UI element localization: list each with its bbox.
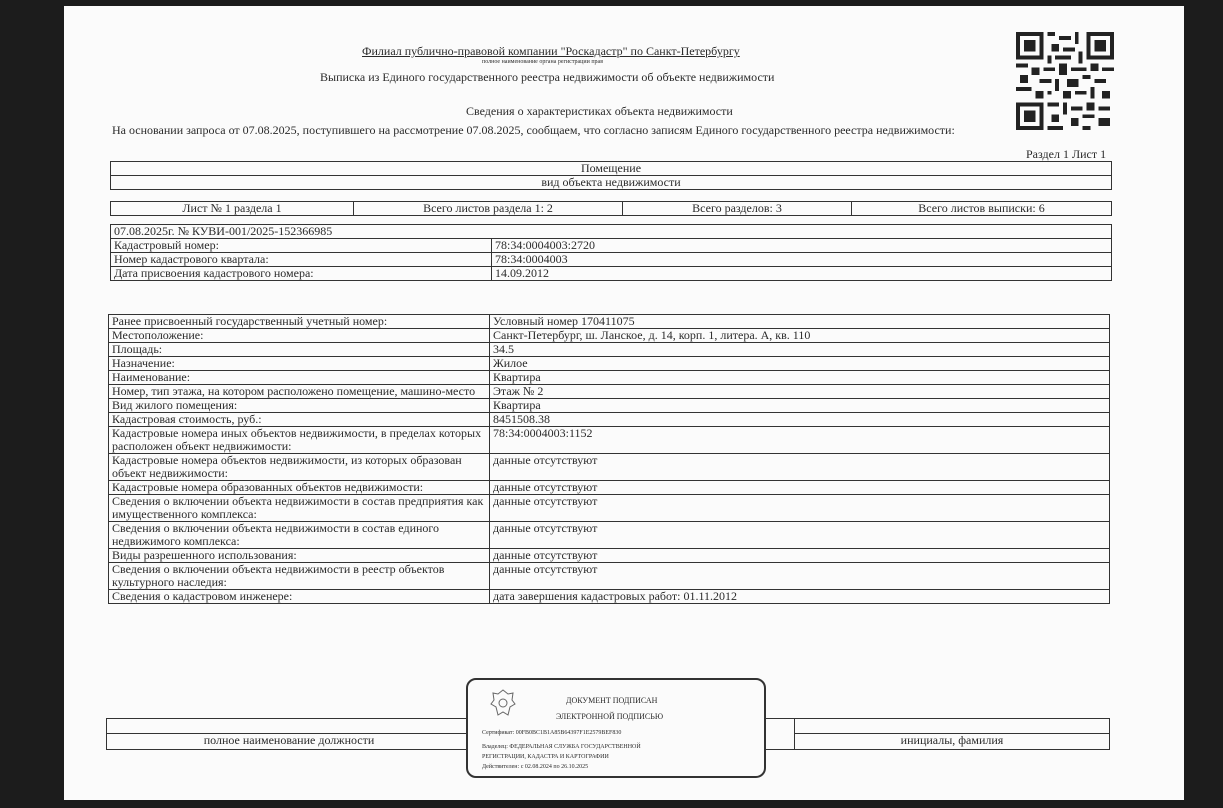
stamp-subtitle: ЭЛЕКТРОННОЙ ПОДПИСЬЮ xyxy=(556,712,664,721)
row-label: Дата присвоения кадастрового номера: xyxy=(111,267,492,281)
emblem-icon xyxy=(490,688,516,718)
table-row xyxy=(109,357,1110,371)
sheets-total: Всего листов выписки: 6 xyxy=(852,202,1112,216)
row-label: Номер кадастрового квартала: xyxy=(111,253,492,267)
row-value: Квартира xyxy=(490,371,1110,385)
section-title: Сведения о характеристиках объекта недвижимости xyxy=(466,104,733,118)
table-row xyxy=(109,590,1110,604)
row-value: Условный номер 170411075 xyxy=(490,315,1110,329)
electronic-signature-stamp xyxy=(466,678,766,778)
row-value: данные отсутствуют xyxy=(490,549,1110,563)
row-label: Номер, тип этажа, на котором расположено помещение, машино-место xyxy=(109,385,490,399)
row-value: дата завершения кадастровых работ: 01.11.2012 xyxy=(490,590,1110,604)
row-label: Виды разрешенного использования: xyxy=(109,549,490,563)
table-row xyxy=(109,371,1110,385)
table-row xyxy=(109,329,1110,343)
object-type: Помещение xyxy=(111,162,1112,176)
row-label: Местоположение: xyxy=(109,329,490,343)
request-text: На основании запроса от 07.08.2025, поступившего на рассмотрение 07.08.2025, сообщаем, что согласно записям Единого государственного реестра недвижимости: xyxy=(112,123,955,137)
cadastral-table xyxy=(110,224,1112,281)
object-type-caption: вид объекта недвижимости xyxy=(111,176,1112,190)
table-row xyxy=(109,549,1110,563)
table-row xyxy=(111,239,1112,253)
row-value: Санкт-Петербург, ш. Ланское, д. 14, корп. 1, литера. А, кв. 110 xyxy=(490,329,1110,343)
table-row xyxy=(111,253,1112,267)
row-label: Сведения о кадастровом инженере: xyxy=(109,590,490,604)
stamp-validity: Действителен: с 02.08.2024 по 26.10.2025 xyxy=(482,764,589,770)
row-label: Сведения о включении объекта недвижимости в состав предприятия как имущественного комплекса: xyxy=(109,495,490,522)
row-label: Вид жилого помещения: xyxy=(109,399,490,413)
row-value: 14.09.2012 xyxy=(492,267,1112,281)
table-row xyxy=(109,454,1110,481)
row-value: Этаж № 2 xyxy=(490,385,1110,399)
table-row xyxy=(109,413,1110,427)
row-label: Кадастровый номер: xyxy=(111,239,492,253)
row-value: Квартира xyxy=(490,399,1110,413)
document-reference: 07.08.2025г. № КУВИ-001/2025-152366985 xyxy=(111,225,1112,239)
row-value: данные отсутствуют xyxy=(490,481,1110,495)
row-label: Сведения о включении объекта недвижимости в состав единого недвижимого комплекса: xyxy=(109,522,490,549)
row-label: Кадастровые номера образованных объектов недвижимости: xyxy=(109,481,490,495)
row-label: Наименование: xyxy=(109,371,490,385)
row-label: Сведения о включении объекта недвижимости в реестр объектов культурного наследия: xyxy=(109,563,490,590)
table-row xyxy=(109,563,1110,590)
row-label: Назначение: xyxy=(109,357,490,371)
stamp-title: ДОКУМЕНТ ПОДПИСАН xyxy=(566,696,658,705)
stamp-owner-line1: Владелец: ФЕДЕРАЛЬНАЯ СЛУЖБА ГОСУДАРСТВЕННОЙ xyxy=(482,744,641,750)
row-value: данные отсутствуют xyxy=(490,454,1110,481)
initials-caption: инициалы, фамилия xyxy=(795,734,1110,750)
table-row xyxy=(109,399,1110,413)
table-row xyxy=(109,481,1110,495)
row-label: Площадь: xyxy=(109,343,490,357)
stamp-certificate: Сертификат: 00FB0BC1B1A85B64397F1E2579BEF830 xyxy=(482,730,622,736)
row-label: Ранее присвоенный государственный учетный номер: xyxy=(109,315,490,329)
row-value: данные отсутствуют xyxy=(490,522,1110,549)
table-row xyxy=(109,343,1110,357)
row-value: 78:34:0004003 xyxy=(492,253,1112,267)
row-value: 34.5 xyxy=(490,343,1110,357)
section-sheet-label: Раздел 1 Лист 1 xyxy=(1026,147,1107,161)
row-value: данные отсутствуют xyxy=(490,563,1110,590)
document-page xyxy=(64,6,1184,800)
row-value: Жилое xyxy=(490,357,1110,371)
org-caption: полное наименование органа регистрации прав xyxy=(482,59,604,65)
row-label: Кадастровые номера иных объектов недвижимости, в пределах которых расположен объект недвижимости: xyxy=(109,427,490,454)
row-label: Кадастровые номера объектов недвижимости, из которых образован объект недвижимости: xyxy=(109,454,490,481)
sheets-in-section: Всего листов раздела 1: 2 xyxy=(354,202,623,216)
table-row xyxy=(111,267,1112,281)
table-row xyxy=(109,385,1110,399)
qr-code xyxy=(1016,32,1114,130)
sections-total: Всего разделов: 3 xyxy=(623,202,852,216)
table-row xyxy=(109,522,1110,549)
object-type-table xyxy=(110,161,1112,190)
row-value: данные отсутствуют xyxy=(490,495,1110,522)
sheets-info-table xyxy=(110,201,1112,216)
row-label: Кадастровая стоимость, руб.: xyxy=(109,413,490,427)
row-value: 8451508.38 xyxy=(490,413,1110,427)
stamp-owner-line2: РЕГИСТРАЦИИ, КАДАСТРА И КАРТОГРАФИИ xyxy=(482,754,609,760)
sheet-number: Лист № 1 раздела 1 xyxy=(111,202,354,216)
table-row xyxy=(109,315,1110,329)
table-row xyxy=(109,495,1110,522)
org-name: Филиал публично-правовой компании "Роскадастр" по Санкт-Петербургу xyxy=(362,44,740,58)
extract-title: Выписка из Единого государственного реестра недвижимости об объекте недвижимости xyxy=(320,70,775,84)
row-value: 78:34:0004003:1152 xyxy=(490,427,1110,454)
position-caption: полное наименование должности xyxy=(107,734,472,750)
row-value: 78:34:0004003:2720 xyxy=(492,239,1112,253)
characteristics-table xyxy=(108,314,1110,604)
table-row xyxy=(109,427,1110,454)
